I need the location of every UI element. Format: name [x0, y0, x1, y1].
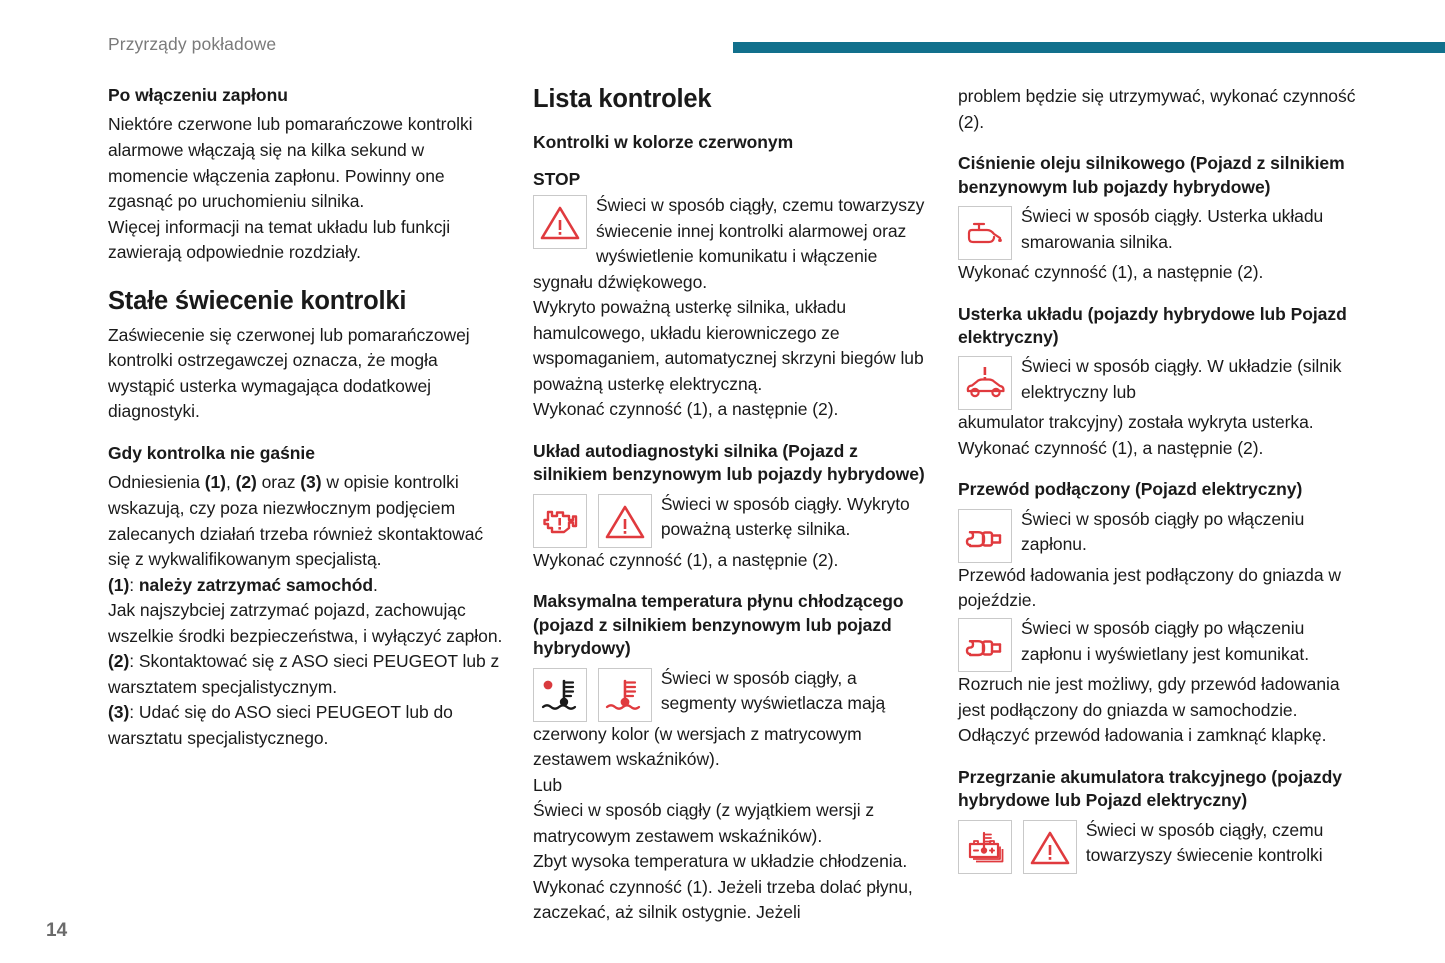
charging-plug-icon: [958, 618, 1012, 672]
heading-przewod-podlaczony: Przewód podłączony (Pojazd elektryczny): [958, 479, 1303, 500]
engine-check-icon: [533, 494, 587, 548]
icon-block-przewod-1-text: Świeci w sposób ciągły po włączeniu zapłonu.: [1021, 508, 1305, 555]
heading-po-wlaczeniu-zaplonu: Po włączeniu zapłonu: [108, 85, 288, 105]
ref-1-number: (1): [108, 574, 130, 595]
icon-block-przegrzanie-text: Świeci w sposób ciągły, czemu towarzyszy świecenie kontrolki: [1085, 819, 1324, 866]
column-left: [108, 84, 508, 751]
battery-overheat-icon: [958, 820, 1012, 874]
icon-block-temperatura: [533, 666, 933, 722]
page-number: 14: [46, 920, 68, 941]
ref-1-bold-text: należy zatrzymać samochód: [138, 574, 373, 595]
para-ref-2: [108, 649, 508, 700]
icon-group-autodiagnostyka: [533, 494, 652, 548]
page-columns: [0, 84, 1445, 923]
odniesienia-lead: Odniesienia: [108, 472, 205, 493]
para-ref-1: [108, 573, 508, 599]
icon-group-stop: [533, 195, 587, 249]
para-temp-body-3: Świeci w sposób ciągły (z wyjątkiem wersji z matrycowym zestawem wskaźników).: [533, 800, 875, 846]
icon-block-stop: [533, 193, 933, 295]
icon-group-przewod-1: [958, 509, 1012, 563]
ref-marker-1: (1): [204, 472, 226, 493]
icon-block-autodiagnostyka: [533, 492, 933, 548]
icon-block-cisnienie-oleju: [958, 204, 1358, 260]
coolant-temperature-red-icon: [598, 668, 652, 722]
odniesienia-sep-1: ,: [225, 472, 236, 493]
icon-block-temperatura-text: Świeci w sposób ciągły, a segmenty wyświetlacza mają: [660, 667, 886, 714]
warning-triangle-icon: [1023, 820, 1077, 874]
icon-block-usterka-ukladu: [958, 354, 1358, 410]
icon-block-usterka-ukladu-text: Świeci w sposób ciągły. W układzie (silnik elektryczny lub: [1021, 356, 1342, 402]
coolant-temperature-black-icon: [533, 668, 587, 722]
para-autodiag-body: Wykonać czynność (1), a następnie (2).: [533, 549, 839, 570]
para-temp-body-4: Zbyt wysoka temperatura w układzie chłodzenia.: [533, 851, 908, 872]
heading-przegrzanie-akumulatora: Przegrzanie akumulatora trakcyjnego (pojazdy hybrydowe lub Pojazd elektryczny): [958, 766, 1342, 811]
page-header-title: Przyrządy pokładowe: [108, 34, 277, 54]
para-temp-body-5: Wykonać czynność (1). Jeżeli trzeba dolać płynu, zaczekać, aż silnik ostygnie. Jeżeli: [533, 876, 913, 923]
para-stale-swiecenie: Zaświecenie się czerwonej lub pomarańczowej kontrolki ostrzegawczej oznacza, że mogła wystąpić usterka wymagająca dodatkowej diagnostyki.: [108, 324, 470, 422]
icon-group-przewod-2: [958, 618, 1012, 672]
warning-triangle-icon: [533, 195, 587, 249]
icon-block-autodiagnostyka-text: Świeci w sposób ciągły. Wykryto poważną usterkę silnika.: [660, 493, 910, 540]
heading-usterka-ukladu: Usterka układu (pojazdy hybrydowe lub Pojazd elektryczny): [958, 303, 1347, 347]
icon-block-stop-text: Świeci w sposób ciągły, czemu towarzyszy świecenie innej kontrolki alarmowej oraz wyświetlenie komunikatu i włączenie sygnału dźwiękowego.: [533, 194, 925, 292]
icon-block-cisnienie-oleju-text: Świeci w sposób ciągły. Usterka układu smarowania silnika.: [1021, 205, 1324, 252]
heading-gdy-kontrolka-nie-gasnie: Gdy kontrolka nie gaśnie: [108, 442, 315, 463]
icon-block-przegrzanie: [958, 818, 1358, 874]
odniesienia-sep-2: oraz: [256, 472, 301, 493]
icon-block-przewod-2: [958, 616, 1358, 672]
para-oil-body: Wykonać czynność (1), a następnie (2).: [958, 261, 1264, 282]
heading-maksymalna-temperatura: Maksymalna temperatura płynu chłodzącego (pojazd z silnikiem benzynowym lub pojazd hybrydowy): [533, 591, 904, 659]
para-system-body-1: akumulator trakcyjny) została wykryta usterka.: [958, 412, 1314, 433]
ref-2-number: (2): [108, 651, 130, 672]
icon-group-usterka-ukladu: [958, 356, 1012, 410]
heading-stop: STOP: [533, 168, 581, 189]
para-temp-body-2: Lub: [533, 774, 563, 795]
para-cable-body-3: Odłączyć przewód ładowania i zamknąć klapkę.: [958, 725, 1327, 746]
para-stop-body-1: Wykryto poważną usterkę silnika, układu hamulcowego, układu kierowniczego ze wspomaganiem, automatycznej skrzyni biegów lub poważną usterkę elektryczną.: [533, 297, 924, 394]
icon-group-temperatura: [533, 668, 652, 722]
column-right: [958, 84, 1358, 874]
ref-3-number: (3): [108, 702, 130, 723]
system-fault-car-icon: [958, 356, 1012, 410]
heading-autodiagnostyka-silnika: Układ autodiagnostyki silnika (Pojazd z silnikiem benzynowym lub pojazdy hybrydowe): [533, 440, 925, 485]
icon-group-przegrzanie: [958, 820, 1077, 874]
ref-1-colon: :: [129, 574, 139, 595]
para-stop-body-2: Wykonać czynność (1), a następnie (2).: [533, 399, 839, 420]
icon-block-przewod-1: [958, 507, 1358, 563]
para-temp-body-1: czerwony kolor (w wersjach z matrycowym zestawem wskaźników).: [533, 723, 862, 770]
odniesienia-tail: w opisie kontrolki wskazują, czy poza niezwłocznym podjęciem zalecanych działań trzeba również skontaktować się z wykwalifikowanym specjalistą.: [108, 472, 484, 570]
page-header: [0, 0, 1445, 72]
ref-marker-3: (3): [300, 472, 322, 493]
para-po-wlaczeniu-1: Niektóre czerwone lub pomarańczowe kontrolki alarmowe włączają się na kilka sekund w momencie włączenia zapłonu. Powinny one zgasnąć po uruchomieniu silnika.: [108, 114, 473, 212]
header-accent-rule: [733, 42, 1445, 53]
ref-marker-2: (2): [235, 472, 257, 493]
para-system-body-2: Wykonać czynność (1), a następnie (2).: [958, 437, 1264, 458]
para-problem-utrzymywac: problem będzie się utrzymywać, wykonać czynność (2).: [958, 86, 1356, 132]
ref-3-body: : Udać się do ASO sieci PEUGEOT lub do warsztatu specjalistycznego.: [108, 702, 453, 748]
column-middle: [533, 84, 933, 926]
charging-plug-icon: [958, 509, 1012, 563]
para-cable-body-1: Przewód ładowania jest podłączony do gniazda w pojeździe.: [958, 564, 1341, 611]
heading-cisnienie-oleju: Ciśnienie oleju silnikowego (Pojazd z silnikiem benzynowym lub pojazdy hybrydowe): [958, 153, 1345, 197]
heading-stale-swiecenie-kontrolki: Stałe świecenie kontrolki: [108, 286, 407, 315]
para-ref-1-body: Jak najszybciej zatrzymać pojazd, zachowując wszelkie środki bezpieczeństwa, i wyłączyć zapłon.: [108, 600, 503, 646]
para-po-wlaczeniu-2: Więcej informacji na temat układu lub funkcji zawierają odpowiednie rozdziały.: [108, 216, 451, 263]
para-cable-body-2: Rozruch nie jest możliwy, gdy przewód ładowania jest podłączony do gniazda w samochodzie.: [958, 674, 1340, 720]
heading-lista-kontrolek: Lista kontrolek: [533, 85, 712, 113]
icon-block-przewod-2-text: Świeci w sposób ciągły po włączeniu zapłonu i wyświetlany jest komunikat.: [1021, 618, 1310, 664]
para-ref-3: [108, 700, 508, 751]
icon-group-cisnienie-oleju: [958, 206, 1012, 260]
ref-2-body: : Skontaktować się z ASO sieci PEUGEOT lub z warsztatem specjalistycznym.: [108, 651, 500, 697]
warning-triangle-icon: [598, 494, 652, 548]
heading-kontrolki-czerwone: Kontrolki w kolorze czerwonym: [533, 132, 794, 153]
para-odniesienia: [108, 470, 508, 572]
ref-1-period: .: [373, 574, 378, 595]
oil-pressure-icon: [958, 206, 1012, 260]
